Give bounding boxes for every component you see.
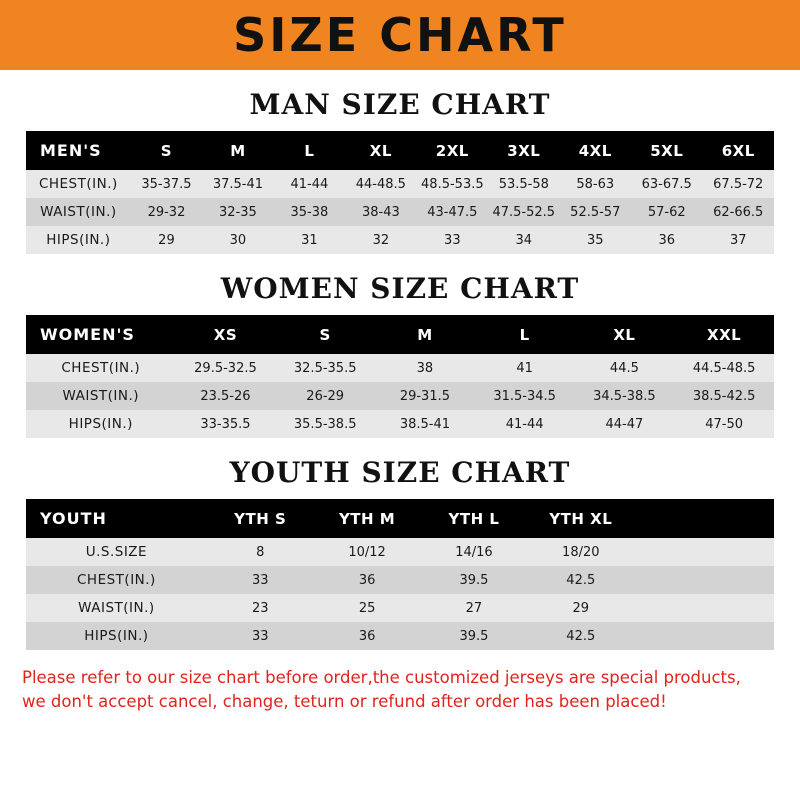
- row-label: WAIST(IN.): [26, 594, 207, 622]
- table-row: [26, 382, 774, 410]
- cell: 29-31.5: [375, 382, 475, 410]
- cell: 35.5-38.5: [275, 410, 375, 438]
- women-header-xxl: XXL: [674, 315, 774, 354]
- cell: 10/12: [314, 538, 421, 566]
- cell: 38.5-41: [375, 410, 475, 438]
- youth-header-l: YTH L: [421, 499, 528, 538]
- men-header-xl: XL: [345, 131, 416, 170]
- cell: [634, 622, 774, 650]
- youth-header-m: YTH M: [314, 499, 421, 538]
- cell: 31.5-34.5: [475, 382, 575, 410]
- men-header-5xl: 5XL: [631, 131, 702, 170]
- youth-section: [0, 456, 800, 650]
- cell: 44-47: [575, 410, 675, 438]
- cell: 14/16: [421, 538, 528, 566]
- table-header-row: [26, 499, 774, 538]
- disclaimer-line-1: Please refer to our size chart before order,the customized jerseys are special products,: [22, 668, 741, 687]
- cell: 42.5: [527, 622, 634, 650]
- cell: 38.5-42.5: [674, 382, 774, 410]
- page-title: SIZE CHART: [233, 8, 567, 62]
- women-section-title: WOMEN SIZE CHART: [220, 272, 580, 305]
- cell: 41-44: [274, 170, 345, 198]
- women-header-xl: XL: [575, 315, 675, 354]
- cell: 18/20: [527, 538, 634, 566]
- cell: 36: [631, 226, 702, 254]
- cell: 39.5: [421, 566, 528, 594]
- cell: 63-67.5: [631, 170, 702, 198]
- cell: 8: [207, 538, 314, 566]
- youth-header-label: YOUTH: [26, 499, 207, 538]
- cell: [634, 538, 774, 566]
- table-row: [26, 198, 774, 226]
- cell: 44.5: [575, 354, 675, 382]
- cell: 29: [527, 594, 634, 622]
- cell: 25: [314, 594, 421, 622]
- men-header-4xl: 4XL: [560, 131, 631, 170]
- cell: [634, 566, 774, 594]
- row-label: WAIST(IN.): [26, 198, 131, 226]
- row-label: U.S.SIZE: [26, 538, 207, 566]
- women-header-label: WOMEN'S: [26, 315, 176, 354]
- row-label: CHEST(IN.): [26, 354, 176, 382]
- men-header-s: S: [131, 131, 202, 170]
- cell: 33: [207, 622, 314, 650]
- cell: 35: [560, 226, 631, 254]
- cell: 29-32: [131, 198, 202, 226]
- table-header-row: [26, 315, 774, 354]
- cell: 38: [375, 354, 475, 382]
- cell: 35-37.5: [131, 170, 202, 198]
- cell: 23.5-26: [176, 382, 276, 410]
- cell: 34: [488, 226, 559, 254]
- row-label: HIPS(IN.): [26, 410, 176, 438]
- row-label: HIPS(IN.): [26, 622, 207, 650]
- table-row: [26, 622, 774, 650]
- men-header-2xl: 2XL: [417, 131, 488, 170]
- men-section-title: MAN SIZE CHART: [249, 88, 551, 121]
- cell: 44-48.5: [345, 170, 416, 198]
- women-header-xs: XS: [176, 315, 276, 354]
- cell: 33: [417, 226, 488, 254]
- men-header-l: L: [274, 131, 345, 170]
- cell: 47.5-52.5: [488, 198, 559, 226]
- row-label: HIPS(IN.): [26, 226, 131, 254]
- cell: 41: [475, 354, 575, 382]
- cell: 67.5-72: [702, 170, 774, 198]
- cell: 38-43: [345, 198, 416, 226]
- row-label: CHEST(IN.): [26, 170, 131, 198]
- cell: 57-62: [631, 198, 702, 226]
- cell: 35-38: [274, 198, 345, 226]
- cell: 39.5: [421, 622, 528, 650]
- men-header-m: M: [202, 131, 273, 170]
- men-header-label: MEN'S: [26, 131, 131, 170]
- cell: 32.5-35.5: [275, 354, 375, 382]
- cell: 37.5-41: [202, 170, 273, 198]
- cell: 36: [314, 622, 421, 650]
- cell: 42.5: [527, 566, 634, 594]
- women-header-s: S: [275, 315, 375, 354]
- cell: 53.5-58: [488, 170, 559, 198]
- cell: 33: [207, 566, 314, 594]
- women-header-l: L: [475, 315, 575, 354]
- cell: 52.5-57: [560, 198, 631, 226]
- youth-header-xl: YTH XL: [527, 499, 634, 538]
- disclaimer-note: [0, 666, 800, 714]
- cell: 44.5-48.5: [674, 354, 774, 382]
- cell: 31: [274, 226, 345, 254]
- cell: 58-63: [560, 170, 631, 198]
- table-row: [26, 566, 774, 594]
- row-label: WAIST(IN.): [26, 382, 176, 410]
- header-banner: [0, 0, 800, 70]
- cell: [634, 594, 774, 622]
- men-size-table: [26, 131, 774, 254]
- women-section: [0, 272, 800, 438]
- table-row: [26, 170, 774, 198]
- youth-header-empty: [634, 499, 774, 538]
- table-row: [26, 354, 774, 382]
- men-header-3xl: 3XL: [488, 131, 559, 170]
- cell: 47-50: [674, 410, 774, 438]
- women-header-m: M: [375, 315, 475, 354]
- table-row: [26, 226, 774, 254]
- cell: 32: [345, 226, 416, 254]
- cell: 48.5-53.5: [417, 170, 488, 198]
- cell: 23: [207, 594, 314, 622]
- cell: 43-47.5: [417, 198, 488, 226]
- cell: 30: [202, 226, 273, 254]
- disclaimer-line-2: we don't accept cancel, change, teturn or refund after order has been placed!: [22, 691, 667, 711]
- table-header-row: [26, 131, 774, 170]
- table-row: [26, 594, 774, 622]
- cell: 36: [314, 566, 421, 594]
- men-header-6xl: 6XL: [702, 131, 774, 170]
- table-row: [26, 538, 774, 566]
- youth-section-title: YOUTH SIZE CHART: [229, 456, 571, 489]
- cell: 32-35: [202, 198, 273, 226]
- cell: 37: [702, 226, 774, 254]
- row-label: CHEST(IN.): [26, 566, 207, 594]
- cell: 29: [131, 226, 202, 254]
- youth-header-s: YTH S: [207, 499, 314, 538]
- women-size-table: [26, 315, 774, 438]
- cell: 27: [421, 594, 528, 622]
- cell: 34.5-38.5: [575, 382, 675, 410]
- cell: 62-66.5: [702, 198, 774, 226]
- cell: 26-29: [275, 382, 375, 410]
- youth-size-table: [26, 499, 774, 650]
- table-row: [26, 410, 774, 438]
- men-section: [0, 88, 800, 254]
- cell: 41-44: [475, 410, 575, 438]
- cell: 29.5-32.5: [176, 354, 276, 382]
- cell: 33-35.5: [176, 410, 276, 438]
